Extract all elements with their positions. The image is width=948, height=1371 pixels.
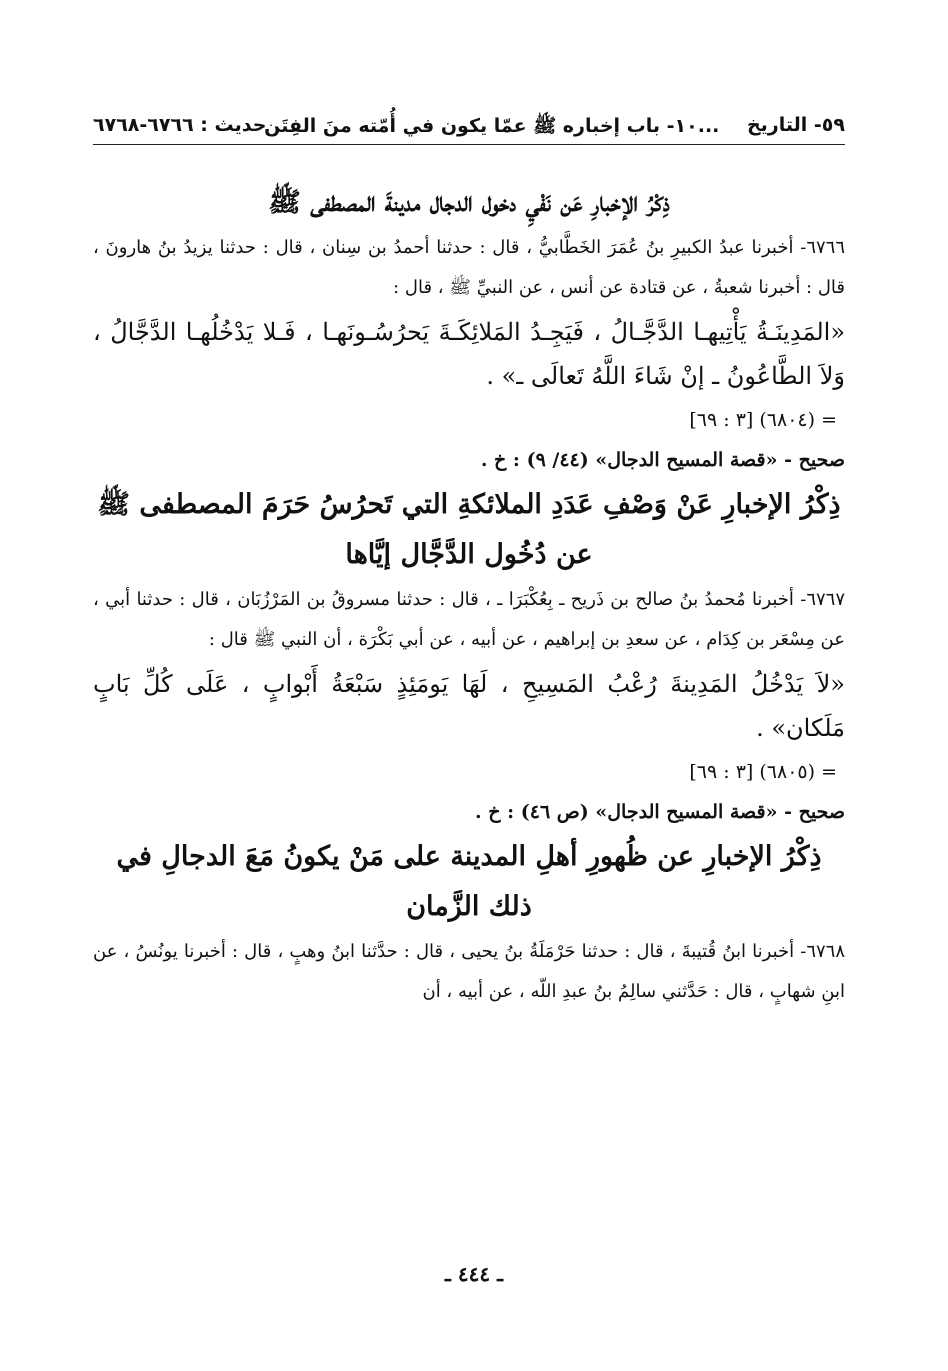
matn-6766: «المَدِينَـةُ يَأْتِيهـا الدَّجَّـالُ ، فَيَجِـدُ المَلائِكَـةَ يَحرُسُـونَهـا ، فَـلا يَدْخُلُهـا الدَّجَّالُ ، وَلاَ الطَّاعُونُ ـ إنْ شَاءَ اللَّهُ تَعالَى ـ» . xyxy=(93,318,845,390)
section-heading-2: ذِكْرُ الإخبارِ عَنْ وَصْفِ عَدَدِ الملائكةِ التي تَحرُسُ حَرَمَ المصطفى ﷺ عن دُخُول الدَّجَّال إيَّاها xyxy=(97,489,841,570)
page-body xyxy=(93,178,845,1012)
section-heading-1: ذِكْرُ الإخبارِ عَن نَفْيِ دخول الدجال مدينةَ المصطفى ﷺ xyxy=(268,187,670,218)
matn-6767: «لاَ يَدْخُلُ المَدِينةَ رُعْبُ المَسِيحِ ، لَهَا يَومَئِذٍ سَبْعَةُ أَبْوابٍ ، عَلَى كُلِّ بَابٍ مَلَكان» . xyxy=(93,670,845,742)
header-chapter-title: ١٠- باب إخباره ﷺ عمّا يكون في أُمّته منَ الفِتَن... xyxy=(264,115,720,137)
isnad-6766: ٦٧٦٦- أخبرنا عبدُ الكبيرِ بنُ عُمَرَ الخَطَّابيُّ ، قال : حدثنا أحمدُ بن سِنان ، قال : حدثنا يزيدُ بنُ هارونَ ، قال : أخبرنا شعبةُ ، عن قتادة عن أنس ، عن النبيِّ ﷺ ، قال : xyxy=(93,237,845,298)
isnad-6768: ٦٧٦٨- أخبرنا ابنُ قُتيبةَ ، قال : حدثنا حَرْمَلَةُ بنُ يحيى ، قال : حدَّثنا ابنُ وهبٍ ، قال : أخبرنا يونُسُ ، عن ابنِ شهابٍ ، قال : حَدَّثني سالِمُ بنُ عبدِ اللّه ، عن أبيه ، أن xyxy=(93,941,845,1002)
page-number: ـ ٤٤٤ ـ xyxy=(445,1262,503,1286)
grading-6766: صحيح - «قصة المسيح الدجال» (٤٤/ ٩) : خ . xyxy=(480,449,845,471)
header-hadith-range: حديث : ٦٧٦٦-٦٧٦٨ xyxy=(93,114,267,136)
section-heading-3: ذِكْرُ الإخبارِ عن ظُهورِ أهلِ المدينة على مَنْ يكونُ مَعَ الدجالِ في ذلك الزَّمان xyxy=(116,841,822,922)
running-header xyxy=(93,110,845,145)
cross-reference-6767: = (٦٨٠٥) [٣ : ٦٩] xyxy=(689,761,837,783)
header-book-title: ٥٩- التاريخ xyxy=(746,114,845,136)
cross-reference-6766: = (٦٨٠٤) [٣ : ٦٩] xyxy=(689,409,837,431)
grading-6767: صحيح - «قصة المسيح الدجال» (ص ٤٦) : خ . xyxy=(475,801,845,823)
isnad-6767: ٦٧٦٧- أخبرنا مُحمدُ بنُ صالح بن ذَريح ـ بِعُكْبَرَا ـ ، قال : حدثنا مسروقُ بن المَرْزُبَان ، قال : حدثنا أبي ، عن مِسْعَر بن كِدَام ، عن سعدِ بن إبراهيم ، عن أبيه ، عن أبي بَكْرَة ، أن النبي ﷺ قال : xyxy=(93,589,845,650)
